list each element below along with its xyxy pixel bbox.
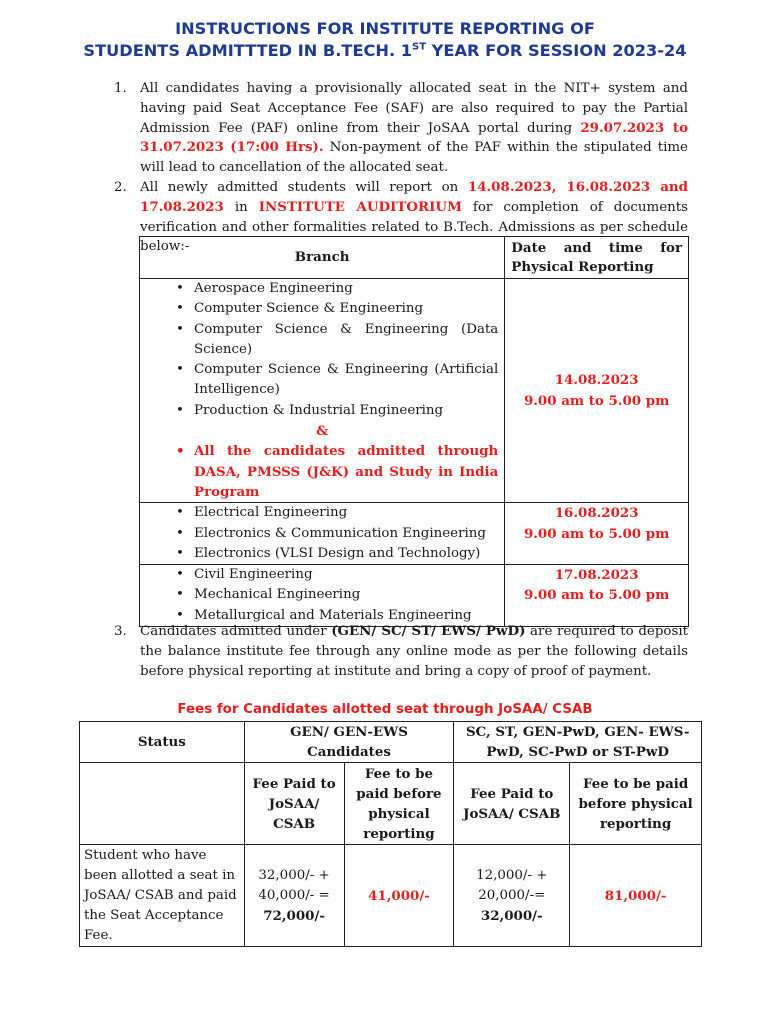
reporting-dates: 14.08.2023, 16.08.2023 and 17.08.2023 (140, 178, 689, 215)
item-text: Candidates admitted under (140, 624, 332, 639)
branch-item: • Metallurgical and Materials Engineering (146, 606, 498, 626)
branch-item: • Electronics & Communication Engineering (146, 524, 498, 544)
categories: (GEN/ SC/ ST/ EWS/ PwD) (331, 623, 526, 639)
sc-due-amount: 81,000/- (570, 845, 702, 947)
special-list (146, 441, 498, 502)
header-date-time: Date and time for Physical Reporting (505, 237, 689, 279)
branch-item: • Production & Industrial Engineering (146, 401, 498, 421)
title-line-2-text: STUDENTS ADMITTTED IN B.TECH. 1 (83, 41, 412, 60)
date-cell (505, 279, 689, 503)
item-text: in (223, 199, 259, 215)
branch-list (146, 503, 498, 564)
gen-due-amount: 41,000/- (344, 845, 454, 947)
title-line-2 (0, 40, 770, 62)
branch-item: • Civil Engineering (146, 565, 498, 585)
date-cell (505, 503, 689, 565)
fees-table (79, 721, 702, 947)
schedule-row-3 (140, 565, 689, 627)
gen-paid-total: 72,000/- (263, 907, 325, 924)
item-text: are required to deposit the balance institute fee through any online mode as per the following details before physical reporting at institute and bring a copy of proof of payment. (140, 624, 688, 679)
gen-paid-line: 32,000/- + (258, 867, 330, 883)
branch-item: • Aerospace Engineering (146, 279, 498, 299)
sc-paid-cell (454, 845, 570, 947)
item-text: All newly admitted students will report on (140, 179, 468, 195)
reporting-time: 9.00 am to 5.00 pm (523, 392, 670, 409)
item-text: for completion of documents verification and other formalities related to B.Tech. Admissions as per schedule below:- (140, 199, 688, 255)
reporting-date: 14.08.2023 (554, 372, 639, 389)
branch-item: • Computer Science & Engineering (Data Science) (146, 320, 498, 361)
reporting-schedule-table (139, 236, 689, 627)
branch-cell (140, 503, 505, 565)
paf-deadline: 29.07.2023 to 31.07.2023 (17:00 Hrs). (140, 119, 688, 156)
sc-paid-line: 20,000/-= (478, 887, 546, 903)
schedule-row-1 (140, 279, 689, 503)
branch-item: • Computer Science & Engineering (146, 299, 498, 319)
subheader-gen-paid: Fee Paid to JoSAA/ CSAB (244, 763, 344, 845)
header-branch: Branch (140, 237, 505, 279)
branch-cell (140, 565, 505, 627)
fees-subheader-row (80, 763, 702, 845)
branch-item: • Electrical Engineering (146, 503, 498, 523)
sc-paid-total: 32,000/- (480, 907, 543, 924)
instruction-item-3 (114, 622, 688, 681)
reporting-date: 16.08.2023 (554, 505, 639, 522)
branch-list (146, 565, 498, 626)
instruction-list (114, 79, 689, 257)
title-superscript: ST (412, 41, 427, 53)
venue: INSTITUTE AUDITORIUM (258, 198, 462, 215)
status-description: Student who have been allotted a seat in JoSAA/ CSAB and paid the Seat Acceptance Fee. (80, 845, 245, 947)
reporting-date: 17.08.2023 (554, 567, 639, 584)
subheader-sc-paid: Fee Paid to JoSAA/ CSAB (454, 763, 570, 845)
schedule-row-2 (140, 503, 689, 565)
item-text: All candidates having a provisionally allocated seat in the NIT+ system and having paid Seat Acceptance Fee (SAF) are also required to pay the Partial Admission Fee (PAF) online from their JoSAA portal during (140, 81, 688, 136)
sc-paid-line: 12,000/- + (476, 867, 548, 883)
fees-header-row (80, 722, 702, 763)
branch-cell (140, 279, 505, 503)
header-sc-st: SC, ST, GEN-PwD, GEN- EWS-PwD, SC-PwD or ST-PwD (454, 722, 702, 763)
fees-data-row (80, 845, 702, 947)
special-admission-item: • All the candidates admitted through DASA, PMSSS (J&K) and Study in India Program (146, 441, 498, 502)
branch-list (146, 279, 498, 421)
reporting-time: 9.00 am to 5.00 pm (523, 525, 670, 542)
item-number: 1. (114, 81, 127, 96)
schedule-header-row (140, 237, 689, 279)
date-cell (505, 565, 689, 627)
reporting-time: 9.00 am to 5.00 pm (523, 587, 670, 604)
item-number: 2. (114, 179, 127, 195)
subheader-gen-due: Fee to be paid before physical reporting (344, 763, 454, 845)
document-title (0, 18, 770, 62)
branch-item: • Computer Science & Engineering (Artificial Intelligence) (146, 360, 498, 401)
gen-paid-cell (244, 845, 344, 947)
title-line-2-tail: YEAR FOR SESSION 2023-24 (426, 41, 687, 60)
subheader-sc-due: Fee to be paid before physical reporting (570, 763, 702, 845)
header-status: Status (80, 722, 245, 763)
empty-cell (80, 763, 245, 845)
gen-paid-line: 40,000/- = (258, 887, 330, 903)
title-line-1: INSTRUCTIONS FOR INSTITUTE REPORTING OF (175, 19, 595, 38)
branch-item: • Mechanical Engineering (146, 585, 498, 605)
branch-item: • Electronics (VLSI Design and Technology) (146, 544, 498, 564)
instruction-item-1 (114, 79, 688, 178)
ampersand: & (316, 423, 329, 440)
item-number: 3. (114, 624, 127, 639)
fees-table-title: Fees for Candidates allotted seat through JoSAA/ CSAB (177, 702, 593, 717)
header-gen: GEN/ GEN-EWS Candidates (244, 722, 454, 763)
item-text: Non-payment of the PAF within the stipulated time will lead to cancellation of the allocated seat. (140, 140, 688, 176)
